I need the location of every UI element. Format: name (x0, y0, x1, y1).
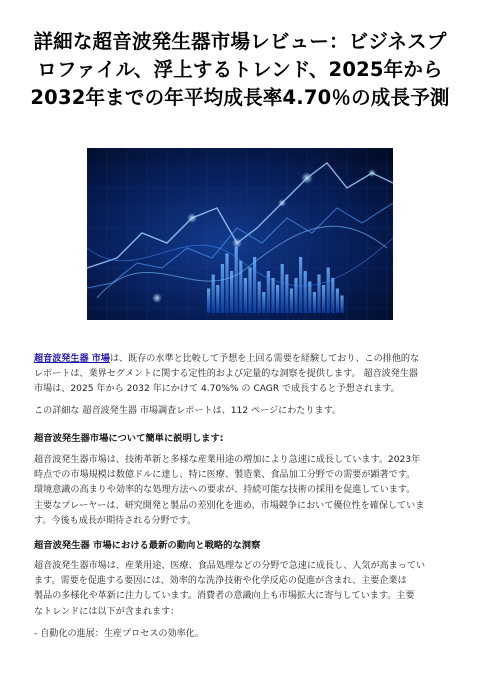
hero-bar (225, 254, 228, 314)
page-title (20, 28, 460, 112)
hero-bar (262, 292, 265, 313)
hero-bar (253, 257, 256, 313)
hero-bar (308, 282, 311, 314)
intro-paragraph (34, 352, 450, 398)
section2-line-4: なトレンドには以下が含まれます： (34, 606, 180, 617)
intro-line-1 (34, 352, 450, 367)
hero-bar (248, 268, 251, 314)
hero-bar (216, 285, 219, 313)
title-line-3: 2032年までの年平均成長率4.70％の成長予測 (30, 86, 450, 109)
hero-bar (285, 275, 288, 314)
pages-note-text: この詳細な 超音波発生器 市場調査レポートは、112 ページにわたります。 (34, 406, 342, 416)
hero-bar (322, 285, 325, 313)
hero-bar (276, 285, 279, 313)
hero-bar (313, 292, 316, 313)
bullet-item-1: - 自動化の進展：生産プロセスの効率化。 (34, 629, 204, 639)
intro-line-3: 市場は、2025 年から 2032 年にかけて 4.70%% の CAGR で成長すると予想されます。 (34, 384, 400, 395)
section1-paragraph (34, 453, 450, 529)
hero-bar (304, 271, 307, 313)
hero-bar (244, 278, 247, 313)
hero-bar (290, 289, 293, 314)
hero-bar (327, 268, 330, 314)
section2-paragraph (34, 559, 450, 620)
section1-line-4: 主要なプレーヤーは、研究開発と製品の差別化を進め、市場競争において優位性を確保していま (34, 500, 425, 511)
section2-line-2: ます。需要を促進する要因には、効率的な洗浄技術や化学反応の促進が含まれ、主要企業は (34, 576, 407, 587)
hero-bar (281, 264, 284, 313)
hero-bar (207, 289, 210, 314)
pages-note (34, 404, 450, 419)
intro-line-1-text: は、既存の水準と比較して予想を上回る需要を経験しており、この排他的な (109, 354, 420, 364)
section2-line-3: 製品の多様化や革新に注力しています。消費者の意識向上も市場拡大に寄与しています。主要 (34, 591, 415, 602)
hero-bar (294, 278, 297, 313)
market-link[interactable]: 超音波発生器 市場 (34, 354, 110, 364)
hero-bar (340, 296, 343, 314)
hero-bar (336, 289, 339, 314)
hero-bar (212, 275, 215, 314)
title-line-1: 詳細な超音波発生器市場レビュー：ビジネスプ (33, 30, 447, 53)
hero-bar (221, 264, 224, 313)
section1-line-5: す。今後も成長が期待される分野です。 (34, 515, 197, 526)
section1-line-2: 時点での市場規模は数億ドルに達し、特に医療、製造業、食品加工分野での需要が顕著です。 (34, 470, 416, 481)
hero-bar (299, 257, 302, 313)
title-line-2: ロファイル、浮上するトレンド、2025年から (37, 58, 443, 81)
hero-bar (331, 278, 334, 313)
hero-bar (271, 278, 274, 313)
hero-bar (317, 275, 320, 314)
hero-image (87, 148, 393, 320)
section1-line-3: 環境意識の高まりや効率的な処理方法への要求が、持続可能な技術の採用を促進しています。 (34, 485, 416, 496)
intro-line-2: レポートは、業界セグメントに関する定性的および定量的な洞察を提供します。 超音波発生器 (34, 369, 419, 380)
hero-bar (258, 282, 261, 314)
hero-bar (239, 261, 242, 314)
bullet-list (34, 627, 450, 642)
section1-line-1: 超音波発生器市場は、技術革新と多様な産業用途の増加により急速に成長しています。2023年 (34, 455, 421, 465)
section2-heading: 超音波発生器 市場における最新の動向と戦略的な洞察 (34, 540, 261, 551)
section2-line-1: 超音波発生器市場は、産業用途、医療、食品処理などの分野で急速に成長し、人気が高まってい (34, 561, 426, 571)
section1-heading: 超音波発生器市場について簡単に説明します: (34, 433, 224, 444)
